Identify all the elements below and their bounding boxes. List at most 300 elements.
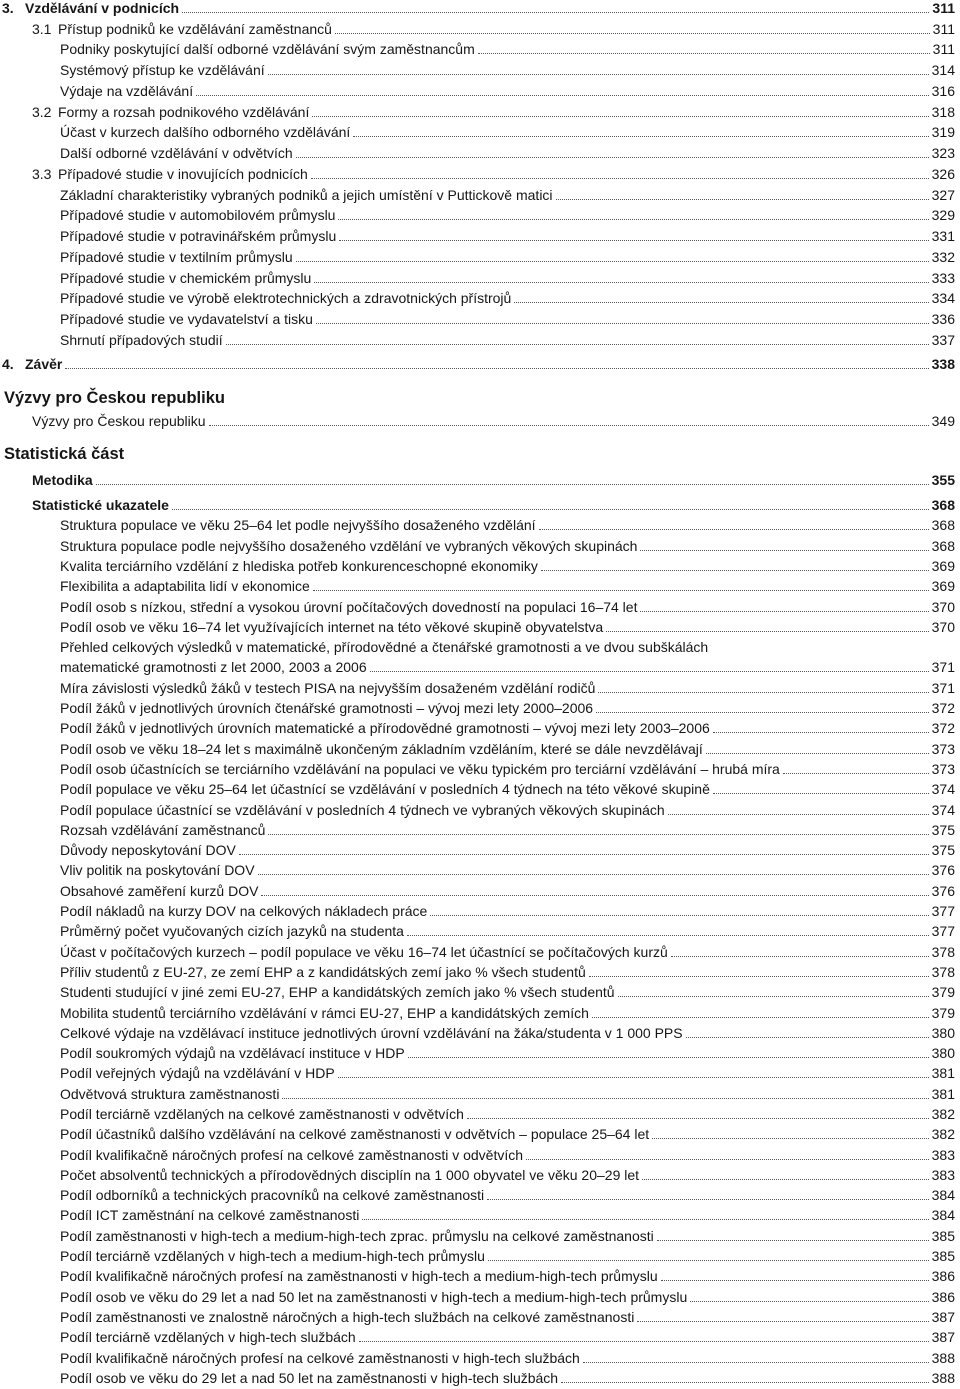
page-number: 318	[931, 103, 955, 120]
toc-line	[0, 840, 955, 860]
toc-line	[0, 142, 955, 163]
section-heading: Statistická část	[4, 444, 125, 463]
page-number: 383	[931, 1146, 955, 1163]
dot-leader	[589, 976, 929, 977]
entry-title: Podíl osob účastnících se terciárního vzdělávání na populaci ve věku typickém pro terciární vzdělávání – hrubá míra	[60, 760, 780, 777]
toc-line	[0, 698, 955, 718]
toc-line	[0, 1104, 955, 1124]
toc-entry	[0, 101, 955, 122]
dot-leader	[407, 935, 929, 936]
entry-title: Výzvy pro Českou republiku	[32, 412, 206, 429]
page-number: 386	[931, 1268, 955, 1285]
toc-line	[0, 1307, 955, 1327]
toc-line	[0, 941, 955, 961]
page-number: 377	[931, 903, 955, 920]
entry-title: Případové studie v inovujících podnicích	[58, 165, 308, 182]
page-number: 375	[931, 842, 955, 859]
dot-leader	[268, 834, 928, 835]
toc-entry	[0, 1327, 955, 1347]
toc-line	[0, 1043, 955, 1063]
toc-entry	[0, 515, 955, 535]
toc-entry	[0, 1165, 955, 1185]
page-number: 314	[931, 62, 955, 78]
dot-leader	[618, 996, 929, 997]
page-number: 370	[931, 598, 955, 615]
entry-title: Podíl veřejných výdajů na vzdělávání v HDP	[60, 1065, 335, 1082]
entry-title: Přístup podniků ke vzdělávání zaměstnanců	[58, 20, 332, 37]
dot-leader	[488, 1260, 929, 1261]
entry-title: Flexibilita a adaptabilita lidí v ekonomice	[60, 578, 310, 595]
toc-entry	[0, 1185, 955, 1205]
toc-line	[0, 1002, 955, 1022]
entry-title: Celkové výdaje na vzdělávací instituce jednotlivých úrovní vzdělávání na žáka/studenta v 1 000 PPS	[60, 1024, 683, 1041]
toc-entry	[0, 901, 955, 921]
section-heading: Výzvy pro Českou republiku	[4, 389, 225, 407]
entry-title: Podíl terciárně vzdělaných v high-tech a medium-high-tech průmyslu	[60, 1248, 485, 1265]
entry-title: Podíl zaměstnanosti v high-tech a medium-high-tech zprac. průmyslu na celkové zaměstnanosti	[60, 1227, 654, 1244]
dot-leader	[316, 323, 929, 324]
entry-title: Struktura populace ve věku 25–64 let podle nejvyššího dosaženého vzdělání	[60, 517, 536, 534]
toc-line	[0, 1063, 955, 1083]
page-number: 383	[931, 1166, 955, 1183]
entry-title: Přehled celkových výsledků v matematické, přírodovědné a čtenářské gramotnosti a ve dvou subškálách	[60, 639, 709, 656]
page-number: 323	[931, 145, 955, 161]
page-number: 386	[931, 1288, 955, 1305]
page-number: 378	[931, 943, 955, 960]
entry-title: Příliv studentů z EU-27, ze zemí EHP a z kandidátských zemí jako % všech studentů	[60, 963, 586, 980]
page-number: 372	[931, 720, 955, 737]
page-number: 327	[931, 186, 955, 203]
entry-title: Odvětvová struktura zaměstnanosti	[60, 1085, 280, 1102]
entry-title: Statistické ukazatele	[32, 497, 169, 514]
dot-leader	[314, 282, 928, 283]
entry-title: Podíl žáků v jednotlivých úrovních čtenářské gramotnosti – vývoj mezi lety 2000–2006	[60, 700, 594, 717]
toc-line	[0, 617, 955, 637]
dot-leader	[668, 814, 929, 815]
page-number: 316	[931, 82, 955, 99]
page-number: 371	[931, 679, 955, 696]
dot-leader	[539, 529, 929, 530]
toc-line	[0, 576, 955, 596]
entry-title: Obsahové zaměření kurzů DOV	[60, 882, 259, 899]
entry-title: Výdaje na vzdělávání	[60, 82, 194, 99]
toc-line	[0, 677, 955, 697]
toc-entry	[0, 962, 955, 982]
dot-leader	[96, 484, 929, 485]
toc-line	[0, 596, 955, 616]
toc-entry	[0, 18, 955, 39]
entry-title: Podíl účastníků dalšího vzdělávání na celkové zaměstnanosti v odvětvích – populace 25–64 let	[60, 1126, 650, 1143]
toc-line	[0, 59, 955, 80]
toc-entry	[0, 1246, 955, 1266]
toc-line	[0, 410, 955, 431]
toc-line	[0, 820, 955, 840]
page-number: 355	[931, 472, 955, 489]
toc-line	[0, 1286, 955, 1306]
toc-line	[0, 0, 955, 18]
entry-title: Účast v kurzech dalšího odborného vzdělávání	[60, 124, 351, 141]
toc-line	[0, 901, 955, 921]
toc-entry	[0, 1368, 955, 1388]
entry-title: Podíl osob ve věku do 29 let a nad 50 let na zaměstnanosti v high-tech službách	[60, 1369, 559, 1386]
entry-title: Shrnutí případových studií	[60, 331, 223, 348]
dot-leader	[514, 302, 928, 303]
dot-leader	[652, 1138, 928, 1139]
toc-entry	[0, 738, 955, 758]
toc-entry	[0, 1104, 955, 1124]
entry-title: Podíl osob ve věku 16–74 let využívajících internet na této věkové skupině obyvatelstva	[60, 618, 604, 635]
toc-line	[0, 1144, 955, 1164]
page-number: 369	[931, 557, 955, 574]
entry-title: Případové studie v textilním průmyslu	[60, 248, 293, 265]
toc-line	[0, 353, 955, 374]
page-number: 385	[931, 1248, 955, 1265]
toc-entry	[0, 1124, 955, 1144]
dot-leader	[209, 425, 929, 426]
entry-title: Podíl kvalifikačně náročných profesí na celkové zaměstnanosti v high-tech službách	[60, 1349, 580, 1366]
page-number: 381	[931, 1085, 955, 1102]
dot-leader	[467, 1118, 929, 1119]
page-number: 336	[931, 311, 955, 327]
page-number: 372	[931, 700, 955, 717]
dot-leader	[478, 53, 930, 54]
toc-entry	[0, 1225, 955, 1245]
dot-leader	[282, 1098, 928, 1099]
dot-leader	[596, 712, 929, 713]
entry-title: Podíl osob s nízkou, střední a vysokou úrovní počítačových dovedností na populaci 16–74 let	[60, 598, 638, 615]
toc-entry	[0, 122, 955, 143]
toc-entry	[0, 267, 955, 288]
entry-title: Formy a rozsah podnikového vzdělávání	[58, 103, 310, 120]
toc-entry	[0, 677, 955, 697]
page-number: 319	[931, 124, 955, 141]
toc-line	[0, 515, 955, 535]
entry-title: Podíl kvalifikačně náročných profesí na zaměstnanosti v high-tech a medium-high-tech průmyslu	[60, 1268, 658, 1285]
toc-entry	[0, 329, 955, 350]
entry-title: Podíl osob ve věku do 29 let a nad 50 let na zaměstnanosti v high-tech a medium-high-tech průmyslu	[60, 1288, 688, 1305]
dot-leader	[686, 1037, 929, 1038]
entry-title: Počet absolventů technických a přírodovědných disciplín na 1 000 obyvatel ve věku 20–29 let	[60, 1166, 640, 1183]
toc-entry	[0, 59, 955, 80]
page-number: 334	[931, 290, 955, 307]
entry-title: Podniky poskytující další odborné vzdělávání svým zaměstnancům	[60, 41, 475, 58]
toc-line	[0, 657, 955, 677]
toc-line	[0, 1165, 955, 1185]
dot-leader	[196, 95, 929, 96]
page-number: 368	[931, 517, 955, 534]
dot-leader	[239, 854, 929, 855]
toc-entry	[0, 1286, 955, 1306]
toc-line	[0, 288, 955, 309]
toc-entry	[0, 1063, 955, 1083]
toc-entry	[0, 921, 955, 941]
dot-leader	[526, 1159, 929, 1160]
toc-entry	[0, 353, 955, 374]
toc-line	[0, 759, 955, 779]
toc-entry	[0, 840, 955, 860]
page-number: 387	[931, 1308, 955, 1325]
dot-leader	[313, 590, 929, 591]
toc-entry	[0, 799, 955, 819]
toc-line	[0, 1205, 955, 1225]
entry-number: 3.1	[32, 20, 52, 37]
toc-entry	[0, 205, 955, 226]
toc-line	[0, 101, 955, 122]
entry-title: Mobilita studentů terciárního vzdělávání v rámci EU-27, EHP a kandidátských zemích	[60, 1004, 589, 1021]
toc-entry	[0, 556, 955, 576]
entry-title: Metodika	[32, 472, 93, 489]
toc-part	[0, 0, 955, 374]
toc-entry	[0, 576, 955, 596]
page-number: 368	[931, 497, 955, 514]
toc-line	[0, 80, 955, 101]
dot-leader	[362, 1219, 928, 1220]
toc-line	[0, 163, 955, 184]
dot-leader	[359, 1341, 929, 1342]
entry-number: 3.3	[32, 165, 52, 182]
toc-entry	[0, 698, 955, 718]
dot-leader	[226, 344, 929, 345]
page-number: 375	[931, 821, 955, 838]
entry-title: Důvody neposkytování DOV	[60, 842, 236, 859]
toc-line	[0, 738, 955, 758]
page-number: 349	[931, 412, 955, 429]
toc-line	[0, 39, 955, 60]
dot-leader	[296, 261, 929, 262]
toc-entry	[0, 718, 955, 738]
dot-leader	[430, 915, 928, 916]
entry-number: 3.2	[32, 103, 52, 120]
page-number: 379	[931, 1004, 955, 1021]
toc-part	[0, 442, 955, 1388]
dot-leader	[661, 1280, 929, 1281]
dot-leader	[640, 550, 928, 551]
toc-line	[0, 860, 955, 880]
page-number: 382	[931, 1106, 955, 1122]
page-number: 331	[931, 228, 955, 244]
toc-entry	[0, 0, 955, 18]
toc-entry	[0, 1266, 955, 1286]
page-number: 380	[931, 1024, 955, 1041]
dot-leader	[592, 1017, 929, 1018]
toc-entry	[0, 1023, 955, 1043]
toc-line	[0, 246, 955, 267]
entry-title: Další odborné vzdělávání v odvětvích	[60, 145, 293, 161]
dot-leader	[640, 611, 928, 612]
page-number: 377	[931, 923, 955, 940]
entry-number: 3.	[2, 0, 14, 16]
entry-title: Závěr	[25, 355, 63, 372]
dot-leader	[338, 219, 928, 220]
toc-line	[0, 1327, 955, 1347]
page-number: 337	[931, 331, 955, 348]
page-number: 382	[931, 1126, 955, 1143]
toc-line	[0, 122, 955, 143]
toc-entry	[0, 308, 955, 329]
toc-entry	[0, 80, 955, 101]
toc-line	[0, 308, 955, 329]
entry-title: Případové studie v chemickém průmyslu	[60, 269, 312, 286]
toc-line	[0, 1368, 955, 1388]
toc-line	[0, 495, 955, 515]
toc-entry	[0, 880, 955, 900]
toc-entry	[0, 1347, 955, 1367]
toc-line	[0, 267, 955, 288]
toc-entry	[0, 759, 955, 779]
entry-title: Podíl žáků v jednotlivých úrovních matematické a přírodovědné gramotnosti – vývoj mezi lety 2003–2006	[60, 720, 710, 737]
page-number: 387	[931, 1329, 955, 1346]
entry-title: Vzdělávání v podnicích	[25, 0, 180, 16]
entry-title: Průměrný počet vyučovaných cizích jazyků na studenta	[60, 923, 404, 940]
page-number: 378	[931, 963, 955, 980]
dot-leader	[370, 671, 929, 672]
entry-title-continued: matematické gramotnosti z let 2000, 2003 a 2006	[60, 659, 367, 676]
dot-leader	[311, 178, 929, 179]
toc-line	[0, 982, 955, 1002]
dot-leader	[258, 874, 929, 875]
dot-leader	[783, 773, 929, 774]
dot-leader	[713, 793, 929, 794]
dot-leader	[642, 1179, 929, 1180]
toc-line	[0, 962, 955, 982]
toc-line	[0, 1246, 955, 1266]
toc-entry	[0, 1043, 955, 1063]
dot-leader	[637, 1321, 928, 1322]
toc-entry	[0, 982, 955, 1002]
page-number: 326	[931, 165, 955, 182]
page-number: 368	[931, 537, 955, 554]
page-number: 332	[931, 248, 955, 265]
toc-entry	[0, 596, 955, 616]
entry-title: Podíl osob ve věku 18–24 let s maximálně ukončeným základním vzděláním, které se dále nevzdělávají	[60, 740, 703, 757]
toc-line	[0, 1347, 955, 1367]
page-number: 374	[931, 781, 955, 798]
dot-leader	[335, 33, 930, 34]
page-number: 385	[931, 1227, 955, 1244]
toc-entry	[0, 470, 955, 490]
toc-entry	[0, 184, 955, 205]
toc-entry	[0, 1205, 955, 1225]
entry-title: Podíl nákladů na kurzy DOV na celkových nákladech práce	[60, 903, 428, 920]
entry-number: 4.	[2, 355, 14, 372]
page-number: 384	[931, 1187, 955, 1204]
toc-entry	[0, 39, 955, 60]
page-number: 376	[931, 862, 955, 879]
toc-line	[0, 535, 955, 555]
page-number: 374	[931, 801, 955, 818]
dot-leader	[172, 509, 929, 510]
page-number: 373	[931, 760, 955, 777]
toc-line	[0, 1124, 955, 1144]
dot-leader	[296, 157, 929, 158]
toc-entry	[0, 637, 955, 678]
dot-leader	[541, 570, 929, 571]
dot-leader	[487, 1199, 929, 1200]
dot-leader	[353, 136, 928, 137]
toc-entry	[0, 535, 955, 555]
page-number: 380	[931, 1045, 955, 1062]
toc-entry	[0, 495, 955, 515]
toc-line	[0, 205, 955, 226]
page-number: 381	[931, 1065, 955, 1082]
page-number: 379	[931, 984, 955, 1001]
toc-entry	[0, 410, 955, 431]
dot-leader	[561, 1382, 929, 1383]
dot-leader	[706, 753, 929, 754]
page-number: 373	[931, 740, 955, 757]
toc-line	[0, 556, 955, 576]
entry-title: Podíl terciárně vzdělaných v high-tech službách	[60, 1329, 356, 1346]
dot-leader	[268, 74, 929, 75]
toc-entry	[0, 163, 955, 184]
entry-title: Podíl ICT zaměstnání na celkové zaměstnanosti	[60, 1207, 360, 1224]
toc-line	[0, 18, 955, 39]
toc-line	[0, 225, 955, 246]
toc-entry	[0, 1144, 955, 1164]
page-number: 369	[931, 578, 955, 595]
toc-entry	[0, 1307, 955, 1327]
toc-line	[0, 718, 955, 738]
page-number: 388	[931, 1369, 955, 1386]
toc-line	[0, 1225, 955, 1245]
toc-line	[0, 779, 955, 799]
toc-entry	[0, 820, 955, 840]
page-number: 311	[932, 20, 955, 37]
page-number: 371	[931, 659, 955, 676]
entry-title: Podíl terciárně vzdělaných na celkové zaměstnanosti v odvětvích	[60, 1106, 464, 1122]
toc-line	[0, 921, 955, 941]
dot-leader	[713, 732, 929, 733]
toc-entry	[0, 246, 955, 267]
page-number: 329	[931, 207, 955, 224]
page-number: 388	[931, 1349, 955, 1366]
dot-leader	[65, 368, 928, 369]
entry-title: Případové studie ve výrobě elektrotechnických a zdravotnických přístrojů	[60, 290, 512, 307]
toc-line	[0, 470, 955, 490]
entry-title: Podíl odborníků a technických pracovníků na celkové zaměstnanosti	[60, 1187, 485, 1204]
toc-line	[0, 880, 955, 900]
entry-title: Systémový přístup ke vzdělávání	[60, 62, 265, 78]
entry-title: Případové studie ve vydavatelství a tisku	[60, 311, 313, 327]
toc-entry	[0, 779, 955, 799]
dot-leader	[312, 116, 928, 117]
toc-entry	[0, 617, 955, 637]
toc-line	[0, 799, 955, 819]
page-number: 311	[932, 0, 955, 16]
entry-title: Podíl populace ve věku 25–64 let účastnící se vzdělávání v posledních 4 týdnech na této věkové skupině	[60, 781, 710, 798]
toc-entry	[0, 142, 955, 163]
toc-line	[0, 329, 955, 350]
entry-title: Základní charakteristiky vybraných podniků a jejich umístění v Puttickově matici	[60, 186, 553, 203]
entry-title: Podíl soukromých výdajů na vzdělávací instituce v HDP	[60, 1045, 405, 1062]
dot-leader	[408, 1057, 929, 1058]
page-number: 333	[931, 269, 955, 286]
page-number: 338	[931, 355, 955, 372]
dot-leader	[671, 956, 929, 957]
page-number: 376	[931, 882, 955, 899]
entry-title: Studenti studující v jiné zemi EU-27, EHP a kandidátských zemích jako % všech studentů	[60, 984, 615, 1001]
dot-leader	[182, 12, 929, 13]
dot-leader	[338, 1077, 929, 1078]
entry-title: Vliv politik na poskytování DOV	[60, 862, 255, 879]
dot-leader	[606, 631, 928, 632]
toc-entry	[0, 288, 955, 309]
entry-title: Podíl zaměstnanosti ve znalostně náročných a high-tech službách na celkové zaměstnanosti	[60, 1308, 635, 1325]
toc-line	[0, 184, 955, 205]
toc-entry	[0, 860, 955, 880]
toc-entry	[0, 941, 955, 961]
dot-leader	[339, 240, 928, 241]
